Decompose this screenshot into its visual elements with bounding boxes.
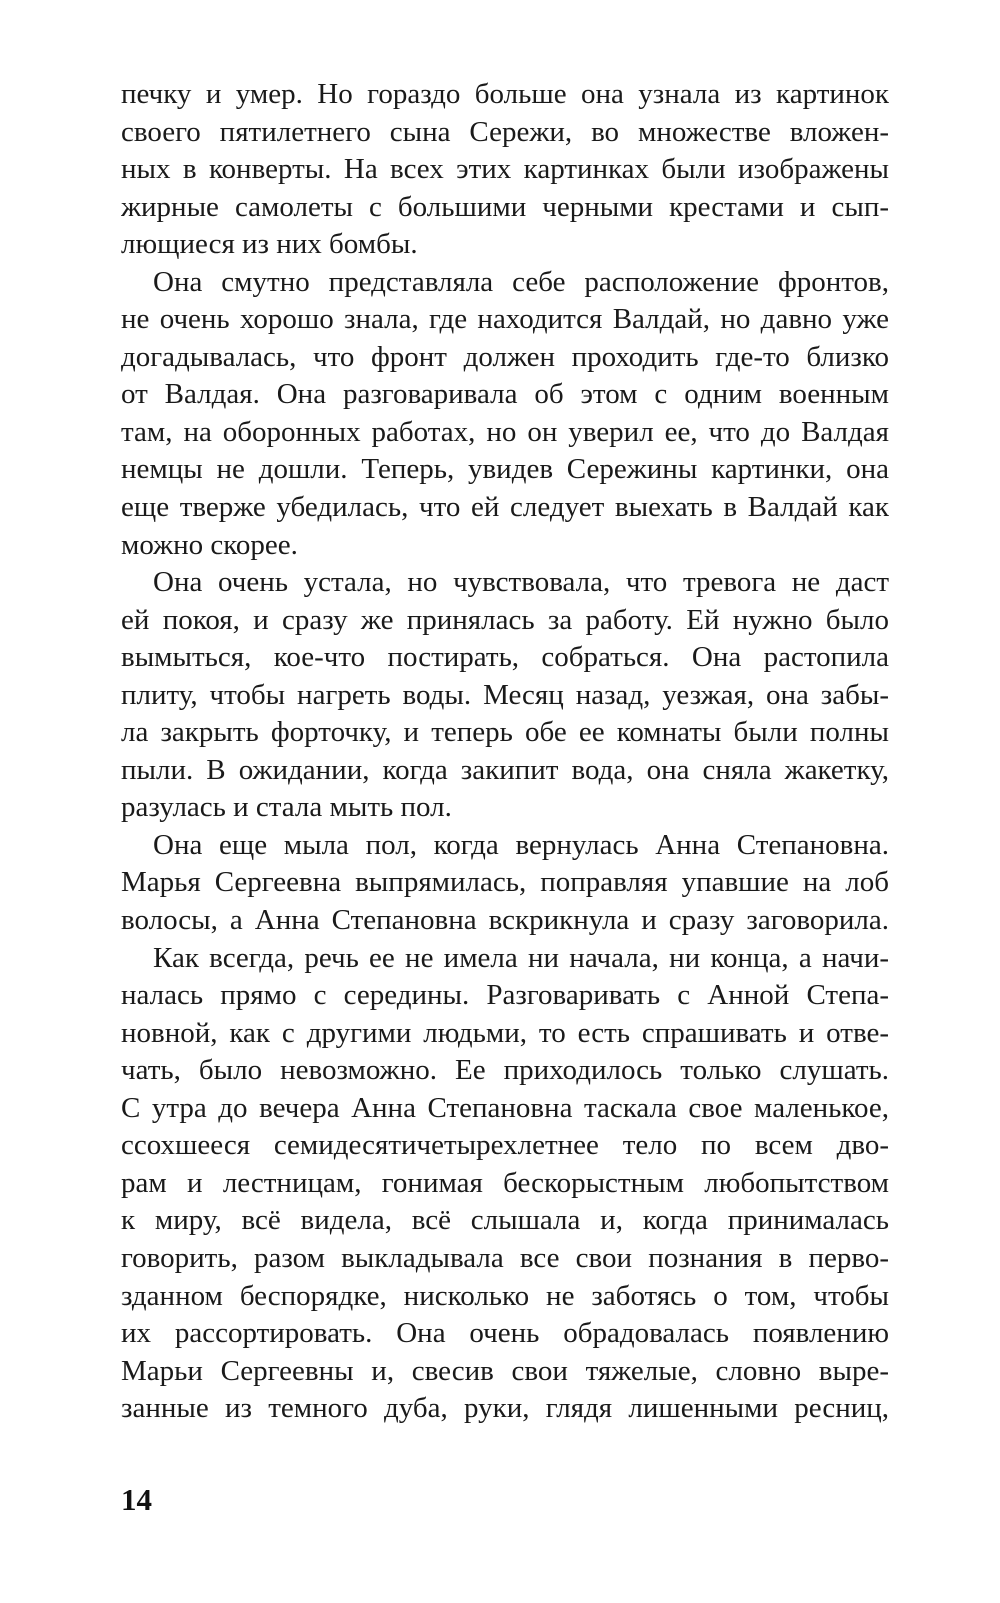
text-line: Она еще мыла пол, когда вернулась Анна Степановна. <box>153 828 889 861</box>
text-line: С утра до вечера Анна Степановна таскала свое маленькое, <box>121 1091 889 1124</box>
text-line: Марья Сергеевна выпрямилась, поправляя упавшие на лоб <box>121 866 889 899</box>
page-number: 14 <box>121 1482 152 1517</box>
text-line: Марьи Сергеевны и, свесив свои тяжелые, словно выре- <box>121 1354 889 1387</box>
text-line: ей покоя, и сразу же принялась за работу. Ей нужно было <box>121 603 889 636</box>
text-line: немцы не дошли. Теперь, увидев Сережины картинки, она <box>121 453 889 486</box>
text-line: от Валдая. Она разговаривала об этом с одним военным <box>121 378 889 411</box>
body-text <box>121 76 889 1428</box>
text-line: можно скорее. <box>121 528 298 561</box>
text-line: новной, как с другими людьми, то есть спрашивать и отве- <box>121 1016 889 1049</box>
text-line: лющиеся из них бомбы. <box>121 228 418 261</box>
text-line: ных в конверты. На всех этих картинках были изображены <box>121 153 889 186</box>
text-line: вымыться, кое-что постирать, собраться. Она растопила <box>121 641 889 674</box>
text-line: не очень хорошо знала, где находится Валдай, но давно уже <box>121 303 889 336</box>
text-line: еще тверже убедилась, что ей следует выехать в Валдай как <box>121 491 889 524</box>
text-line: догадывалась, что фронт должен проходить где-то близко <box>121 340 889 373</box>
text-line: говорить, разом выкладывала все свои познания в перво- <box>121 1241 889 1274</box>
text-line: плиту, чтобы нагреть воды. Месяц назад, уезжая, она забы- <box>121 678 889 711</box>
text-line: разулась и стала мыть пол. <box>121 791 452 824</box>
text-line: чать, было невозможно. Ее приходилось только слушать. <box>121 1054 889 1087</box>
text-line: к миру, всё видела, всё слышала и, когда принималась <box>121 1204 889 1237</box>
text-line: Она смутно представляла себе расположение фронтов, <box>153 265 889 298</box>
text-line: жирные самолеты с большими черными крестами и сып- <box>121 190 889 223</box>
text-line: ссохшееся семидесятичетырехлетнее тело по всем дво- <box>121 1129 889 1162</box>
text-line: рам и лестницам, гонимая бескорыстным любопытством <box>121 1166 889 1199</box>
text-line: занные из темного дуба, руки, глядя лишенными ресниц, <box>121 1392 889 1425</box>
text-line: печку и умер. Но гораздо больше она узнала из картинок <box>121 78 889 110</box>
text-line: своего пятилетнего сына Сережи, во множестве вложен- <box>121 115 889 148</box>
text-line: налась прямо с середины. Разговаривать с Анной Степа- <box>121 979 889 1012</box>
text-line: ла закрыть форточку, и теперь обе ее комнаты были полны <box>121 716 889 749</box>
text-line: пыли. В ожидании, когда закипит вода, она сняла жакетку, <box>121 753 889 786</box>
text-line: Она очень устала, но чувствовала, что тревога не даст <box>153 566 889 599</box>
text-line: волосы, а Анна Степановна вскрикнула и сразу заговорила. <box>121 904 889 937</box>
text-line: их рассортировать. Она очень обрадовалась появлению <box>121 1317 889 1350</box>
text-line: там, на оборонных работах, но он уверил ее, что до Валдая <box>121 415 889 448</box>
text-line: Как всегда, речь ее не имела ни начала, ни конца, а начи- <box>153 941 889 974</box>
text-line: зданном беспорядке, нисколько не заботясь о том, чтобы <box>121 1279 889 1312</box>
